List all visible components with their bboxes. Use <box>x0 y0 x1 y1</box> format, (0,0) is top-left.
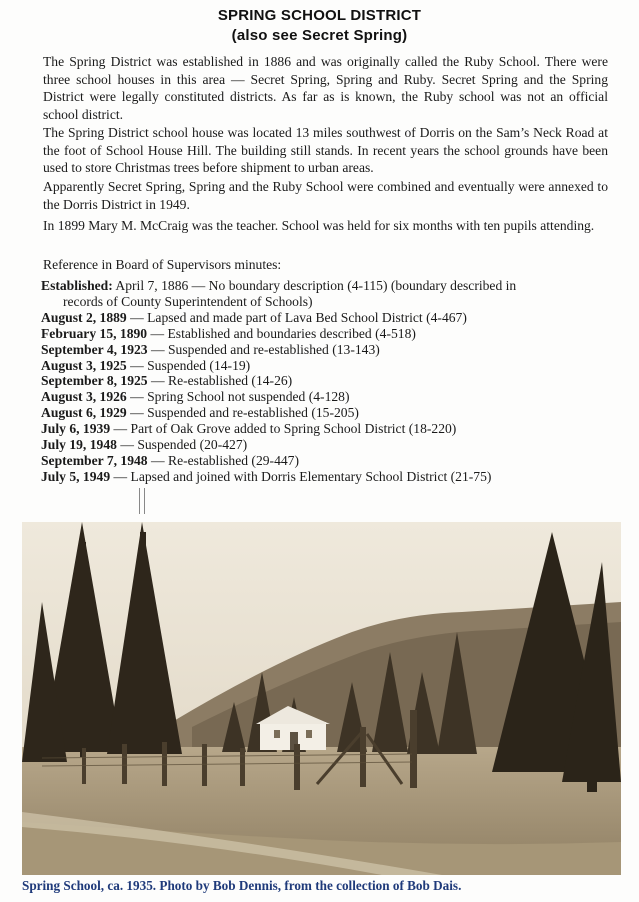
entry-date: August 3, 1925 <box>41 357 127 373</box>
entry-date: September 4, 1923 <box>41 341 148 357</box>
entry-date: August 3, 1926 <box>41 389 127 405</box>
entry-text: — Part of Oak Grove added to Spring School District (18-220) <box>110 421 457 437</box>
entry-text: — Lapsed and joined with Dorris Elementary School District (21-75) <box>110 468 492 484</box>
minutes-entry <box>41 421 611 437</box>
minutes-entry <box>41 469 611 485</box>
minutes-entry <box>41 358 611 374</box>
minutes-entry <box>41 389 611 405</box>
text-cursor-icon <box>139 488 145 514</box>
entry-date: August 6, 1929 <box>41 405 127 421</box>
entry-text: — Re-established (14-26) <box>147 373 293 389</box>
entry-text: — Suspended (14-19) <box>126 357 251 373</box>
entry-text: — Re-established (29-447) <box>147 452 299 468</box>
document-subtitle: (also see Secret Spring) <box>231 27 408 44</box>
minutes-entry <box>41 453 611 469</box>
document-title: SPRING SCHOOL DISTRICT <box>217 7 422 24</box>
entry-date: July 6, 1939 <box>41 421 111 437</box>
entry-date: Established: <box>41 278 113 293</box>
school-photo <box>22 522 621 875</box>
entry-date: August 2, 1889 <box>41 309 127 325</box>
photo-illustration <box>22 522 621 875</box>
entry-date: July 19, 1948 <box>41 437 117 453</box>
minutes-entry <box>41 373 611 389</box>
minutes-entry <box>41 310 611 326</box>
paragraph-location: The Spring District school house was located 13 miles southwest of Dorris on the Sam’s Neck Road at the foot of School House Hill. The building still stands. In recent years the school grounds have been used to store Christmas trees before shipment to urban areas. <box>43 125 608 175</box>
entry-date: September 7, 1948 <box>41 452 148 468</box>
paragraph-reference-heading: Reference in Board of Supervisors minutes: <box>43 257 282 272</box>
entry-text: — Suspended (20-427) <box>116 437 248 453</box>
entry-text-continued: records of County Superintendent of Schools) <box>63 293 313 309</box>
entry-date: July 5, 1949 <box>41 468 111 484</box>
entry-text: April 7, 1886 — No boundary description (4-115) (boundary described in <box>112 278 517 293</box>
paragraph-history: The Spring District was established in 1886 and was originally called the Ruby School. There were three school houses in this area — Secret Spring, Spring and Ruby. Secret Spring and the Spring District were legally constituted districts. As far as is known, the Ruby school was not an official school district. <box>43 54 608 122</box>
minutes-entry <box>41 437 611 453</box>
entry-text: — Spring School not suspended (4-128) <box>126 389 350 405</box>
entry-text: — Lapsed and made part of Lava Bed School District (4-467) <box>126 309 467 325</box>
entry-text: — Suspended and re-established (15-205) <box>126 405 359 421</box>
entry-date: February 15, 1890 <box>41 325 148 341</box>
minutes-list <box>41 278 611 485</box>
photo-caption: Spring School, ca. 1935. Photo by Bob Dennis, from the collection of Bob Dais. <box>22 878 462 893</box>
minutes-entry <box>41 342 611 358</box>
paragraph-annexation: Apparently Secret Spring, Spring and the Ruby School were combined and eventually were annexed to the Dorris District in 1949. <box>43 179 608 212</box>
entry-text: — Established and boundaries described (4-518) <box>147 325 416 341</box>
minutes-entry <box>41 278 611 310</box>
entry-date: September 8, 1925 <box>41 373 148 389</box>
entry-text: — Suspended and re-established (13-143) <box>147 341 380 357</box>
minutes-entry <box>41 405 611 421</box>
paragraph-teacher: In 1899 Mary M. McCraig was the teacher. School was held for six months with ten pupils attending. <box>43 218 595 233</box>
minutes-entry <box>41 326 611 342</box>
